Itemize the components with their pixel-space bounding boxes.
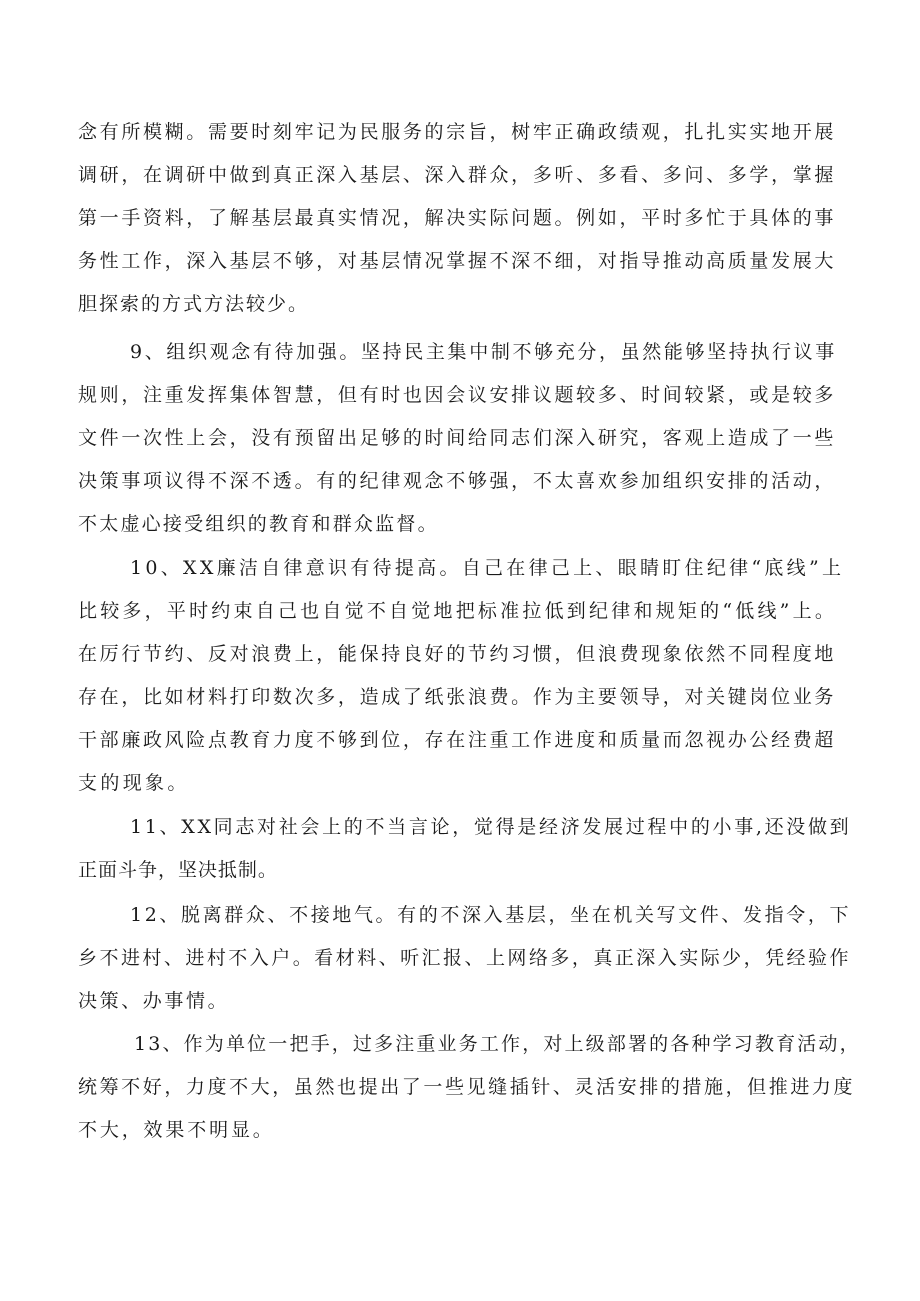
paragraph-line: 12、脱离群众、不接地气。有的不深入基层，坐在机关写文件、发指令，下 [130,904,852,926]
paragraph-line: 调研，在调研中做到真正深入基层、深入群众，多听、多看、多问、多学，掌握 [78,164,837,186]
paragraph-line: 乡不进村、进村不入户。看材料、听汇报、上网络多，真正深入实际少，凭经验作 [78,947,851,969]
paragraph-line: 不大，效果不明显。 [78,1119,275,1141]
paragraph-line: 支的现象。 [78,772,190,794]
paragraph-line: 胆探索的方式方法较少。 [78,293,310,315]
paragraph-line: 文件一次性上会，没有预留出足够的时间给同志们深入研究，客观上造成了一些 [78,427,837,449]
paragraph-line: 决策事项议得不深不透。有的纪律观念不够强，不太喜欢参加组织安排的活动， [78,470,837,492]
paragraph-line: 规则，注重发挥集体智慧，但有时也因会议安排议题较多、时间较紧，或是较多 [78,384,837,406]
paragraph-line: 决策、办事情。 [78,990,230,1012]
paragraph-line: 比较多，平时约束自己也自觉不自觉地把标准拉低到纪律和规矩的“低线”上。 [78,600,838,622]
paragraph-line: 在厉行节约、反对浪费上，能保持良好的节约习惯，但浪费现象依然不同程度地 [78,643,837,665]
paragraph-line: 第一手资料，了解基层最真实情况，解决实际问题。例如，平时多忙于具体的事 [78,207,837,229]
paragraph-line: 不太虚心接受组织的教育和群众监督。 [78,513,439,535]
paragraph-line: 存在，比如材料打印数次多，造成了纸张浪费。作为主要领导，对关键岗位业务 [78,686,837,708]
paragraph-line: 11、XX同志对社会上的不当言论，觉得是经济发展过程中的小事,还没做到 [130,816,852,838]
paragraph-line: 干部廉政风险点教育力度不够到位，存在注重工作进度和质量而忽视办公经费超 [78,729,837,751]
paragraph-line: 务性工作，深入基层不够，对基层情况掌握不深不细，对指导推动高质量发展大 [78,250,837,272]
paragraph-line: 统筹不好，力度不大，虽然也提出了一些见缝插针、灵活安排的措施，但推进力度 [78,1076,856,1098]
paragraph-line: 9、组织观念有待加强。坚持民主集中制不够充分，虽然能够坚持执行议事 [130,341,837,363]
paragraph-line: 念有所模糊。需要时刻牢记为民服务的宗旨，树牢正确政绩观，扎扎实实地开展 [78,121,837,143]
paragraph-line: 10、XX廉洁自律意识有待提高。自己在律己上、眼睛盯住纪律“底线”上 [130,557,845,579]
paragraph-line: 13、作为单位一把手，过多注重业务工作，对上级部署的各种学习教育活动， [134,1033,861,1055]
paragraph-line: 正面斗争，坚决抵制。 [78,859,278,881]
